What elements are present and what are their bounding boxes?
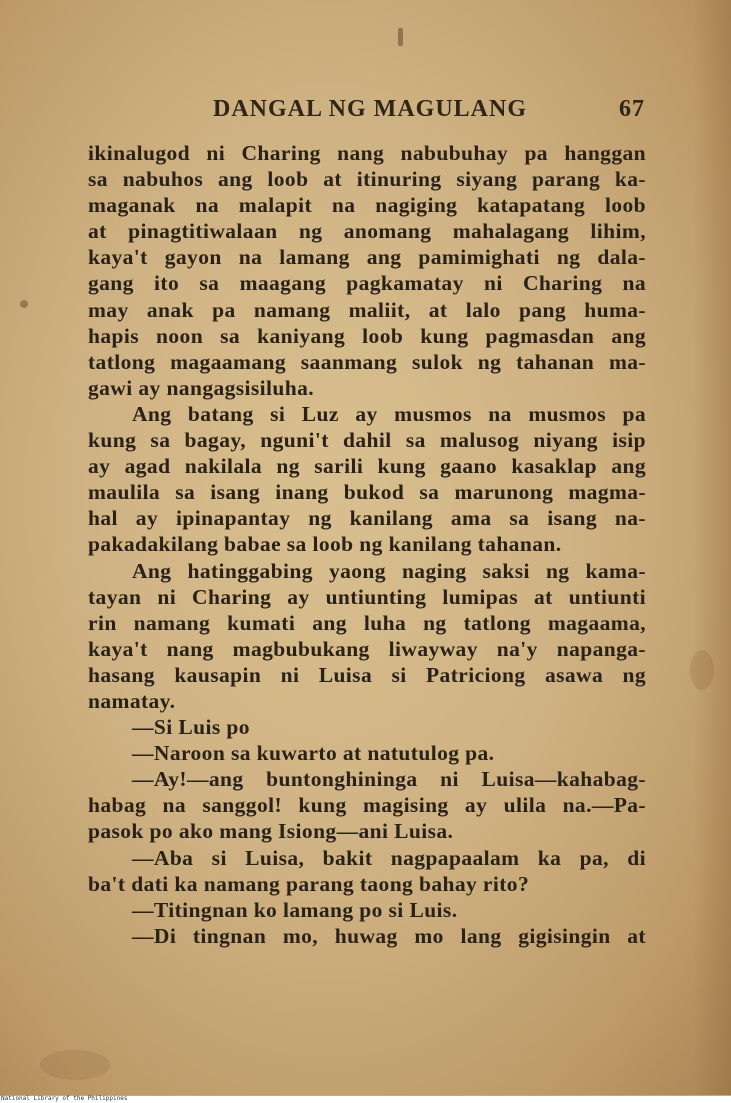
- text-line: may anak pa namang maliit, at lalo pang huma-: [88, 297, 646, 322]
- text-line: tayan ni Charing ay untiunting lumipas at untiunti: [88, 584, 646, 609]
- paper-stain: [40, 1050, 110, 1080]
- body-text: [88, 140, 646, 949]
- text-line: hapis noon sa kaniyang loob kung pagmasdan ang: [88, 323, 646, 348]
- running-title: DANGAL NG MAGULANG: [213, 96, 528, 122]
- text-line: Ang hatinggabing yaong naging saksi ng kama-: [132, 558, 646, 583]
- page-number: 67: [619, 96, 645, 122]
- digitization-credit: [0, 1096, 731, 1103]
- page-header: [0, 96, 731, 128]
- text-line: at pinagtitiwalaan ng anomang mahalagang lihim,: [88, 219, 646, 244]
- text-line: sa nabuhos ang loob at itinuring siyang parang ka-: [88, 167, 646, 192]
- text-line: pakadakilang babae sa loob ng kanilang tahanan.: [88, 532, 562, 557]
- text-line: Ang batang si Luz ay musmos na musmos pa: [132, 401, 646, 426]
- page-edge-shadow: [693, 0, 731, 1095]
- text-line: tatlong magaamang saanmang sulok ng tahanan ma-: [88, 349, 646, 374]
- text-line: ikinalugod ni Charing nang nabubuhay pa hanggan: [88, 141, 646, 165]
- text-line: kung sa bagay, nguni't dahil sa malusog niyang isip: [88, 428, 646, 453]
- text-line: hasang kausapin ni Luisa si Patriciong asawa ng: [88, 662, 646, 687]
- paper-stain: [398, 28, 403, 46]
- text-line: —Di tingnan mo, huwag mo lang gigisingin at: [132, 923, 646, 948]
- paper-stain: [20, 300, 28, 308]
- text-line: gawi ay nangagsisiluha.: [88, 375, 315, 400]
- text-line: —Naroon sa kuwarto at natutulog pa.: [132, 741, 495, 766]
- text-line: maganak na malapit na nagiging katapatang loob: [88, 193, 646, 218]
- text-line: hal ay ipinapantay ng kanilang ama sa isang na-: [88, 506, 646, 531]
- text-line: —Titingnan ko lamang po si Luis.: [132, 897, 458, 922]
- text-line: kaya't gayon na lamang ang pamimighati ng dala-: [88, 245, 646, 270]
- text-line: rin namang kumati ang luha ng tatlong magaama,: [88, 610, 646, 635]
- text-line: maulila sa isang inang bukod sa marunong magma-: [88, 480, 646, 505]
- text-line: namatay.: [88, 688, 176, 713]
- text-line: gang ito sa maagang pagkamatay ni Charing na: [88, 271, 646, 296]
- text-line: habag na sanggol! kung magising ay ulila na.—Pa-: [88, 793, 646, 818]
- text-line: pasok po ako mang Isiong—ani Luisa.: [88, 819, 454, 844]
- text-line: ba't dati ka namang parang taong bahay rito?: [88, 871, 530, 896]
- text-line: ay agad nakilala ng sarili kung gaano kasaklap ang: [88, 454, 646, 479]
- paper-stain: [690, 650, 714, 690]
- text-line: —Ay!—ang buntonghininga ni Luisa—kahabag-: [132, 767, 646, 792]
- text-line: —Si Luis po: [132, 715, 250, 740]
- text-line: kaya't nang magbubukang liwayway na'y napanga-: [88, 636, 646, 661]
- text-line: —Aba si Luisa, bakit nagpapaalam ka pa, di: [132, 845, 646, 870]
- credit-text: National Library of the Philippines: [1, 1095, 128, 1102]
